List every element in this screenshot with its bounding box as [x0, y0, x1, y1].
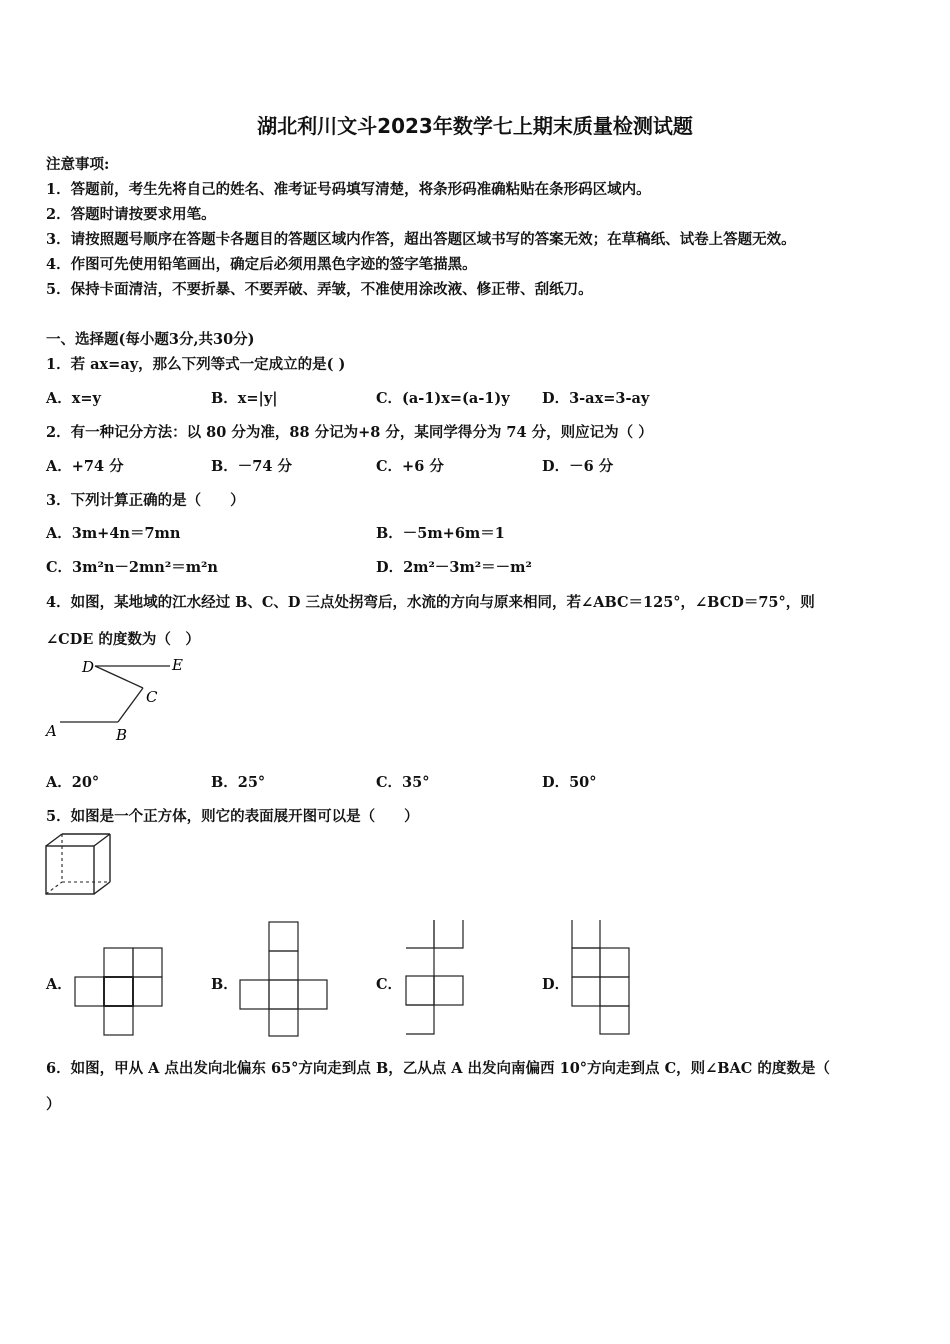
q4-option-b[interactable]: B．25° [211, 774, 266, 791]
q3-option-d[interactable]: D．2m²－3m²＝－m² [376, 559, 532, 576]
q5-net-a-figure [72, 946, 164, 1038]
q1-option-d[interactable]: D．3-ax=3-ay [542, 390, 650, 407]
q4-river-figure [40, 652, 200, 748]
q3-option-c[interactable]: C．3m²n－2mn²＝m²n [46, 559, 218, 576]
q5-net-d-figure [568, 918, 634, 1038]
q5-net-b-figure [237, 920, 329, 1038]
q3-option-b[interactable]: B．－5m+6m＝1 [376, 525, 505, 542]
q6-stem-line2: ） [46, 1096, 61, 1113]
q4-option-c[interactable]: C．35° [376, 774, 430, 791]
q5-option-a[interactable]: A． [46, 976, 72, 993]
q2-option-b[interactable]: B．－74 分 [211, 458, 292, 475]
q2-option-a[interactable]: A．+74 分 [46, 458, 124, 475]
page-title: 湖北利川文斗2023年数学七上期末质量检测试题 [257, 114, 693, 138]
notice-item: 4．作图可先使用铅笔画出，确定后必须用黑色字迹的签字笔描黑。 [46, 256, 477, 273]
q4-stem-line1: 4．如图，某地域的江水经过 B、C、D 三点处拐弯后，水流的方向与原来相同，若∠ABC＝125°，∠BCD＝75°，则 [46, 594, 815, 611]
q1-option-a[interactable]: A．x=y [46, 390, 101, 407]
q5-option-c[interactable]: C． [376, 976, 403, 993]
q1-option-b[interactable]: B．x=|y| [211, 390, 278, 407]
q2-option-d[interactable]: D．－6 分 [542, 458, 614, 475]
notice-item: 5．保持卡面清洁，不要折暴、不要弄破、弄皱，不准使用涂改液、修正带、刮纸刀。 [46, 281, 593, 298]
notice-item: 2．答题时请按要求用笔。 [46, 206, 216, 223]
figure-label-a: A [46, 722, 57, 740]
q3-stem: 3．下列计算正确的是（ ） [46, 492, 245, 509]
q2-option-c[interactable]: C．+6 分 [376, 458, 444, 475]
section-heading: 一、选择题(每小题3分,共30分) [46, 331, 255, 348]
cube-figure [44, 832, 114, 900]
notice-item: 1．答题前，考生先将自己的姓名、准考证号码填写清楚，将条形码准确粘贴在条形码区域内。 [46, 181, 651, 198]
figure-label-e: E [172, 656, 183, 674]
q6-stem-line1: 6．如图，甲从 A 点出发向北偏东 65°方向走到点 B，乙从点 A 出发向南偏西 10°方向走到点 C，则∠BAC 的度数是（ [46, 1060, 830, 1077]
q5-net-c-figure [402, 918, 468, 1038]
q5-option-b[interactable]: B． [211, 976, 238, 993]
q4-option-d[interactable]: D．50° [542, 774, 597, 791]
notice-heading: 注意事项: [46, 156, 110, 173]
notice-item: 3．请按照题号顺序在答题卡各题目的答题区域内作答，超出答题区域书写的答案无效；在草稿纸、试卷上答题无效。 [46, 231, 796, 248]
q5-option-d[interactable]: D． [542, 976, 570, 993]
figure-label-b: B [116, 726, 128, 744]
q1-option-c[interactable]: C．(a-1)x=(a-1)y [376, 390, 510, 407]
q3-option-a[interactable]: A．3m+4n＝7mn [46, 525, 181, 542]
q4-stem-line2: ∠CDE 的度数为（ ） [46, 631, 200, 648]
figure-label-c: C [146, 688, 158, 706]
q1-stem: 1．若 ax=ay，那么下列等式一定成立的是( ) [46, 356, 346, 373]
figure-label-d: D [82, 658, 95, 676]
q5-stem: 5．如图是一个正方体，则它的表面展开图可以是（ ） [46, 808, 419, 825]
q2-stem: 2．有一种记分方法：以 80 分为准，88 分记为+8 分，某同学得分为 74 分，则应记为（ ） [46, 424, 653, 441]
q4-option-a[interactable]: A．20° [46, 774, 100, 791]
